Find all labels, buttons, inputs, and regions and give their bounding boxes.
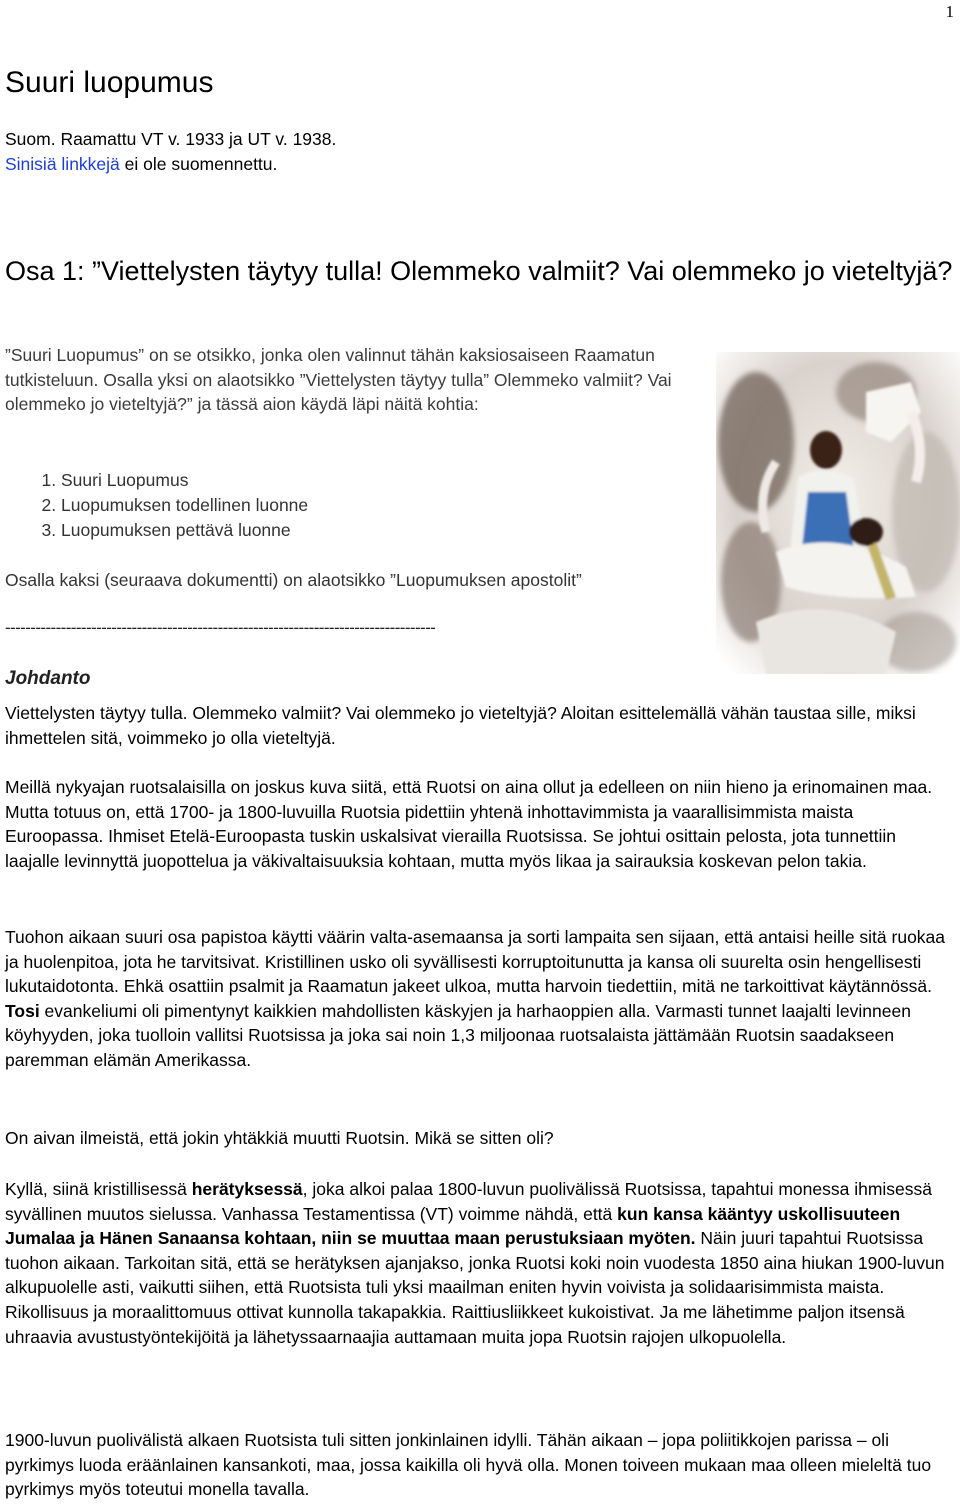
page-number: 1: [945, 2, 954, 21]
paragraph-5-part-b: , joka alkoi palaa 1800-luvun puolivälissä Ruotsissa, tapahtui monessa ihmisessä syvällinen muutos sielussa. Vanhassa Testamentissa (VT) voimme nähdä, että: [5, 1179, 933, 1224]
paragraph-5: [5, 1177, 955, 1349]
paragraph-3-part-a: Tuohon aikaan suuri osa papistoa käytti väärin valta-asemaansa ja sorti lampaita sen sijaan, että antaisi heille sitä ruokaa ja huolenpitoa, jota he tarvitsivat. Kristillinen usko oli syvällisesti korruptoitunutta ja kansa oli suurelta osin hengellisesti lukutaidotonta. Ehkä osattiin psalmit ja Raamatun jakeet ulkoa, mutta harvoin tiedettiin, mitä ne tarkoittivat käytännössä.: [5, 927, 946, 997]
part-two-note: Osalla kaksi (seuraava dokumentti) on alaotsikko ”Luopumuksen apostolit”: [5, 570, 582, 590]
topic-list: [25, 468, 308, 543]
paragraph-1: Viettelysten täytyy tulla. Olemmeko valmiit? Vai olemmeko jo vieteltyjä? Aloitan esittelemällä vähän taustaa sille, miksi ihmettelen sitä, voimmeko jo olla vieteltyjä.: [5, 703, 916, 748]
paragraph-5-part-a: Kyllä, siinä kristillisessä: [5, 1179, 192, 1199]
paragraph-3-part-b: evankeliumi oli pimentynyt kaikkien mahdollisten käskyjen ja harhaoppien alla. Varmasti tunnet laajalti levinneen köyhyyden, joka tuolloin vallitsi Ruotsissa ja joka sai noin 1,3 miljoonaa ruotsalaista jättämään Ruotsin saadakseen paremman elämän Amerikassa.: [5, 1000, 911, 1070]
lead-paragraph: ”Suuri Luopumus” on se otsikko, jonka olen valinnut tähän kaksiosaiseen Raamatun tutkisteluun. Osalla yksi on alaotsikko ”Viettelysten täytyy tulla” Olemmeko valmiit? Vai olemmeko jo vieteltyjä?” ja tässä aion käydä läpi näitä kohtia:: [5, 345, 672, 415]
list-item: 3. Luopumuksen pettävä luonne: [61, 518, 308, 543]
people-photo-illustration: [716, 352, 960, 674]
paragraph-3: [5, 925, 955, 1073]
paragraph-5-bold-1: herätyksessä: [191, 1179, 303, 1199]
divider-line: -------------------------------------------------------------------------------------: [5, 618, 436, 637]
intro-heading: Johdanto: [5, 668, 91, 689]
paragraph-2: Meillä nykyajan ruotsalaisilla on joskus kuva siitä, että Ruotsi on aina ollut ja edelleen on niin hieno ja erinomainen maa. Mutta totuus on, että 1700- ja 1800-luvuilla Ruotsia pidettiin yhtenä inhottavimmista ja vaarallisimmista maista Euroopassa. Ihmiset Etelä-Euroopasta tuskin uskalsivat vierailla Ruotsissa. Se johtui osittain pelosta, jota tunnettiin laajalle levinnyttä juopottelua ja väkivaltaisuuksia kohtaan, mutta myös likaa ja sairauksia koskevan pelon takia.: [5, 777, 933, 871]
blue-links-label[interactable]: Sinisiä linkkejä: [5, 154, 120, 174]
paragraph-5-bold-2: kun kansa kääntyy uskollisuuteen Jumalaa ja Hänen Sanaansa kohtaan, niin se muuttaa maan perustuksiaan myöten.: [5, 1203, 901, 1249]
paragraph-4: On aivan ilmeistä, että jokin yhtäkkiä muutti Ruotsin. Mikä se sitten oli?: [5, 1128, 554, 1148]
document-title: Suuri luopumus: [5, 66, 214, 99]
source-line: Suom. Raamattu VT v. 1933 ja UT v. 1938.: [5, 129, 337, 149]
section-heading: Osa 1: ”Viettelysten täytyy tulla! Olemmeko valmiit? Vai olemmeko jo vieteltyjä?: [5, 256, 953, 286]
blue-links-note: [5, 152, 277, 177]
list-item: 1. Suuri Luopumus: [61, 468, 308, 493]
paragraph-6: 1900-luvun puolivälistä alkaen Ruotsista tuli sitten jonkinlainen idylli. Tähän aikaan – jopa poliitikkojen parissa – oli pyrkimys luoda eräänlainen kansankoti, maa, jossa kaikilla oli hyvä olla. Monen toiveen mukaan maa olleen mieleltä tuo pyrkimys myös toteutui monella tavalla.: [5, 1430, 932, 1500]
blue-links-rest: ei ole suomennettu.: [119, 154, 278, 174]
people-photo: [716, 352, 960, 674]
list-item: 2. Luopumuksen todellinen luonne: [61, 493, 308, 518]
paragraph-3-bold: Tosi: [5, 1000, 40, 1021]
paragraph-5-part-c: Näin juuri tapahtui Ruotsissa tuohon aikaan. Tarkoitan sitä, että se herätyksen ajanjakso, jonka Ruotsi koki noin vuodesta 1850 aina hiukan 1900-luvun alkupuolelle asti, vaikutti siihen, että Ruotsista tuli yksi maailman eniten hyvin voivista ja solidaarisimmista maista. Rikollisuus ja moraalittomuus ottivat kunnolla takapakkia. Raittiusliikkeet kukoistivat. Ja me lähetimme paljon itsensä uhraavia avustustyöntekijöitä ja lähetyssaarnaajia auttamaan muita jopa Ruotsin rajojen ulkopuolella.: [5, 1228, 945, 1347]
